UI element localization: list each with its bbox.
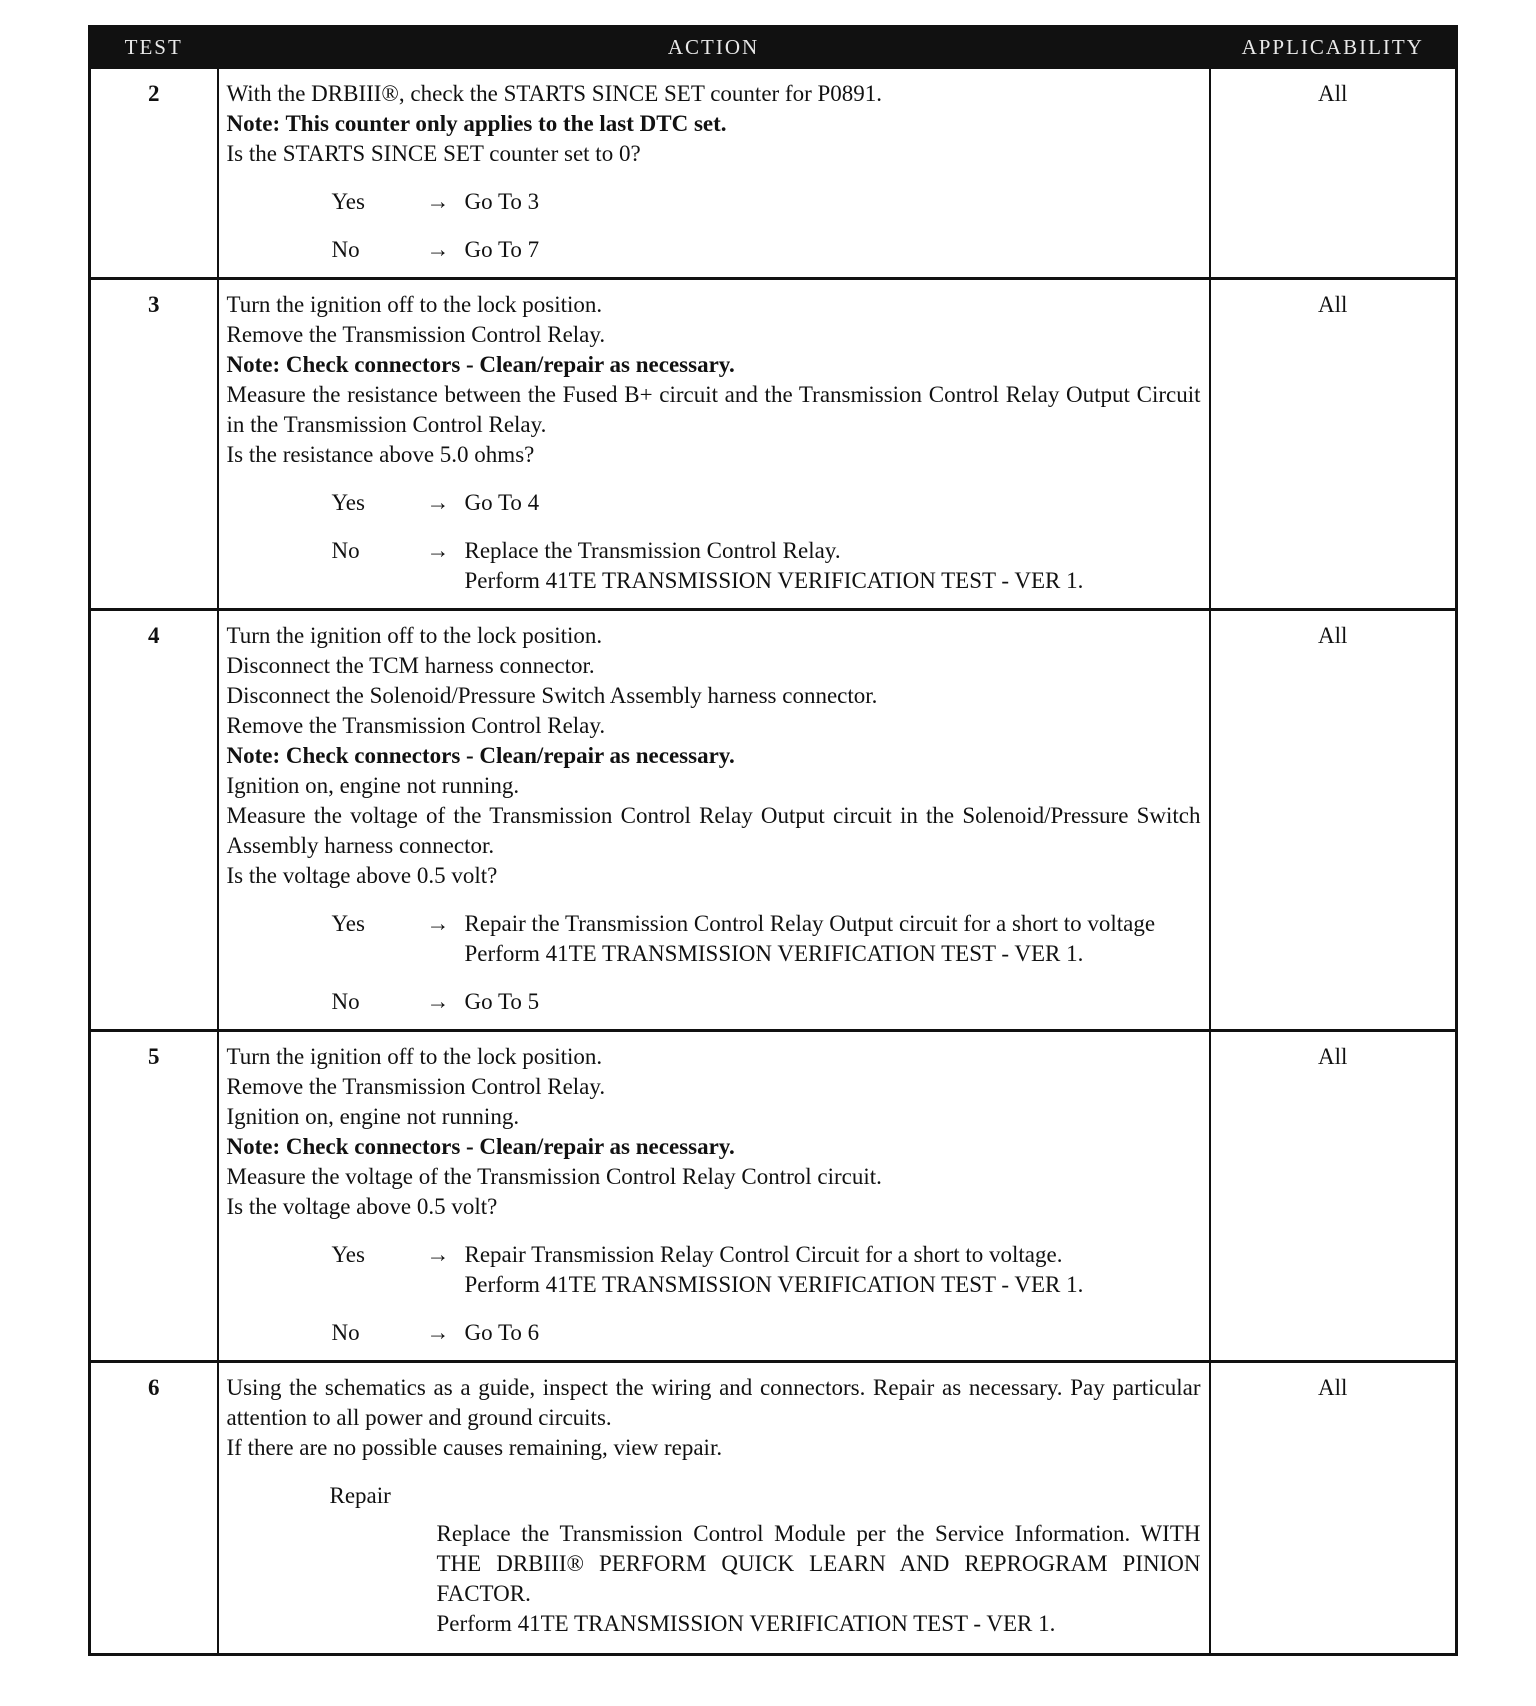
arrow-icon: → [426, 237, 450, 262]
answer-result [465, 235, 1201, 265]
answer-options [227, 488, 1201, 596]
answer-options [227, 1240, 1201, 1348]
answer-label: No [331, 237, 360, 262]
answer-option [332, 488, 1201, 518]
answer-options [227, 187, 1201, 265]
table-row [90, 610, 1457, 1031]
action-cell [218, 1031, 1210, 1362]
action-line: Remove the Transmission Control Relay. [226, 1074, 606, 1099]
result-line: Repair Transmission Relay Control Circuit for a short to voltage. [464, 1242, 1063, 1267]
action-line: With the DRBIII®, check the STARTS SINCE SET counter for P0891. [226, 81, 883, 106]
result-line: Go To 3 [464, 189, 540, 214]
table-row [90, 68, 1457, 279]
answer-result [465, 987, 1201, 1017]
result-line: Go To 6 [464, 1320, 540, 1345]
test-number: 5 [90, 1031, 218, 1362]
action-line: Measure the voltage of the Transmission Control Relay Control circuit. [226, 1164, 882, 1189]
answer-result [465, 488, 1201, 518]
result-line: Perform 41TE TRANSMISSION VERIFICATION TEST - VER 1. [464, 1272, 1084, 1297]
answer-label: Yes [331, 189, 365, 214]
answer-option [332, 1318, 1201, 1348]
applicability-cell: All [1210, 1362, 1457, 1655]
action-line: Remove the Transmission Control Relay. [226, 713, 606, 738]
action-line: Is the STARTS SINCE SET counter set to 0? [226, 141, 641, 166]
action-line: Ignition on, engine not running. [226, 1104, 520, 1129]
test-number: 3 [90, 279, 218, 610]
arrow-icon: → [426, 989, 450, 1014]
result-line: Repair the Transmission Control Relay Output circuit for a short to voltage [464, 911, 1156, 936]
answer-option [332, 536, 1201, 596]
test-number: 6 [90, 1362, 218, 1655]
action-line: Turn the ignition off to the lock position. [226, 623, 603, 648]
table-body [90, 68, 1457, 1655]
table-row [90, 1031, 1457, 1362]
diagnostic-test-table [88, 25, 1458, 1656]
arrow-icon: → [426, 538, 450, 563]
action-cell [218, 1362, 1210, 1655]
action-line: Measure the resistance between the Fused B+ circuit and the Transmission Control Relay Output Circuit in the Transmission Control Relay. [226, 382, 1201, 437]
test-number: 2 [90, 68, 218, 279]
applicability-cell: All [1210, 610, 1457, 1031]
applicability-cell: All [1210, 1031, 1457, 1362]
header-applicability: APPLICABILITY [1210, 27, 1457, 68]
applicability-cell: All [1210, 68, 1457, 279]
note-line: Note: Check connectors - Clean/repair as necessary. [226, 743, 735, 768]
action-line: Measure the voltage of the Transmission Control Relay Output circuit in the Solenoid/Pressure Switch Assembly harness connector. [226, 803, 1201, 858]
diagnostic-test-table-container [88, 25, 1455, 1656]
answer-option [332, 909, 1201, 969]
answer-label: No [331, 989, 360, 1014]
repair-instructions [437, 1519, 1201, 1639]
action-cell [218, 279, 1210, 610]
result-line: Perform 41TE TRANSMISSION VERIFICATION TEST - VER 1. [464, 568, 1084, 593]
action-line: Turn the ignition off to the lock position. [226, 1044, 603, 1069]
action-line: Disconnect the TCM harness connector. [226, 653, 595, 678]
arrow-icon: → [426, 1320, 450, 1345]
answer-label: No [331, 538, 360, 563]
applicability-cell: All [1210, 279, 1457, 610]
result-line: Replace the Transmission Control Relay. [464, 538, 841, 563]
answer-result [465, 909, 1201, 969]
table-header [90, 27, 1457, 68]
header-action: ACTION [218, 27, 1210, 68]
answer-result [465, 187, 1201, 217]
action-line: Using the schematics as a guide, inspect the wiring and connectors. Repair as necessary. Pay particular attention to all power and ground circuits. [226, 1375, 1201, 1430]
arrow-icon: → [426, 189, 450, 214]
answer-label: No [331, 1320, 360, 1345]
answer-option [332, 987, 1201, 1017]
arrow-icon: → [426, 1242, 450, 1267]
repair-label: Repair [329, 1483, 391, 1508]
result-line: Go To 4 [464, 490, 540, 515]
answer-option [332, 187, 1201, 217]
result-line: Go To 5 [464, 989, 540, 1014]
result-line: Go To 7 [464, 237, 540, 262]
repair-line: Replace the Transmission Control Module per the Service Information. WITH THE DRBIII® PERFORM QUICK LEARN AND REPROGRAM PINION FACTOR. [436, 1521, 1201, 1606]
action-line: Ignition on, engine not running. [226, 773, 520, 798]
action-line: Remove the Transmission Control Relay. [226, 322, 606, 347]
arrow-icon: → [426, 911, 450, 936]
note-line: Note: Check connectors - Clean/repair as necessary. [226, 352, 735, 377]
action-line: Turn the ignition off to the lock position. [226, 292, 603, 317]
action-line: Disconnect the Solenoid/Pressure Switch Assembly harness connector. [226, 683, 878, 708]
test-number: 4 [90, 610, 218, 1031]
answer-label: Yes [331, 1242, 365, 1267]
note-line: Note: This counter only applies to the last DTC set. [226, 111, 727, 136]
action-line: Is the voltage above 0.5 volt? [226, 863, 498, 888]
note-line: Note: Check connectors - Clean/repair as necessary. [226, 1134, 735, 1159]
answer-label: Yes [331, 490, 365, 515]
result-line: Perform 41TE TRANSMISSION VERIFICATION TEST - VER 1. [464, 941, 1084, 966]
action-line: Is the resistance above 5.0 ohms? [226, 442, 535, 467]
action-line: If there are no possible causes remaining, view repair. [226, 1435, 723, 1460]
answer-option [332, 235, 1201, 265]
answer-result [465, 1240, 1201, 1300]
action-cell [218, 610, 1210, 1031]
action-cell [218, 68, 1210, 279]
answer-result [465, 536, 1201, 596]
answer-options [227, 909, 1201, 1017]
table-row [90, 1362, 1457, 1655]
answer-label: Yes [331, 911, 365, 936]
arrow-icon: → [426, 490, 450, 515]
answer-option [332, 1240, 1201, 1300]
header-test: TEST [90, 27, 218, 68]
repair-line: Perform 41TE TRANSMISSION VERIFICATION TEST - VER 1. [436, 1611, 1056, 1636]
table-row [90, 279, 1457, 610]
action-line: Is the voltage above 0.5 volt? [226, 1194, 498, 1219]
answer-result [465, 1318, 1201, 1348]
